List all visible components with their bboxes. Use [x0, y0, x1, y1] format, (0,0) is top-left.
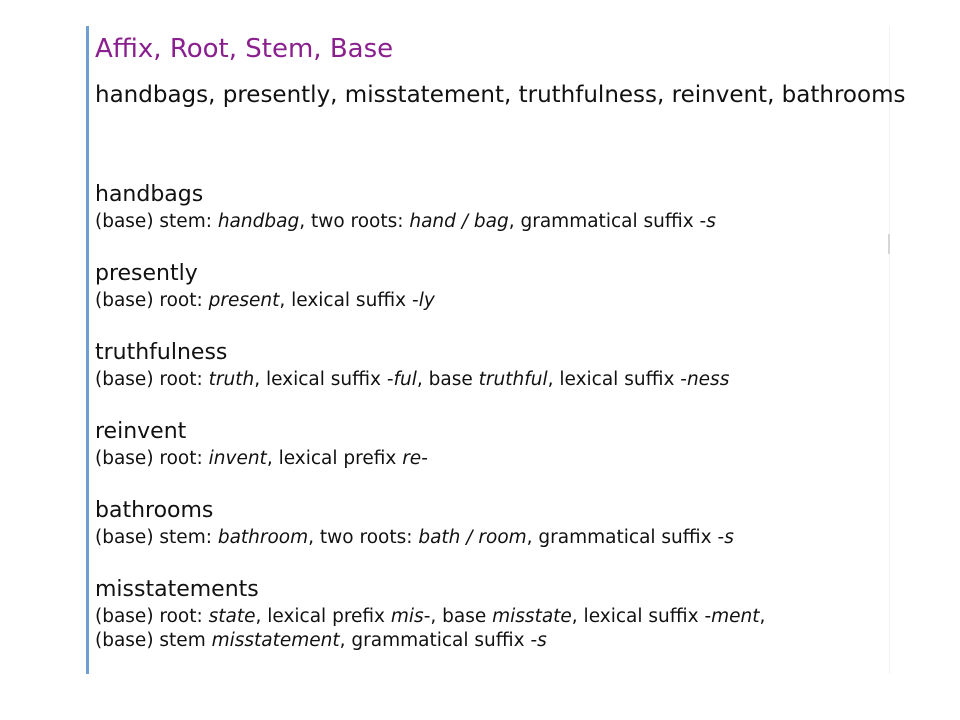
- analysis-text: , grammatical suffix -: [526, 527, 725, 548]
- analysis-text: -: [421, 448, 428, 469]
- analysis-line: [95, 289, 885, 313]
- analysis-text: (base) root:: [95, 448, 209, 469]
- analysis-text: , lexical suffix -: [254, 369, 394, 390]
- entry-reinvent: [95, 417, 885, 496]
- analysis-text: , grammatical suffix -: [508, 211, 707, 232]
- analysis-text: (base) root:: [95, 606, 209, 627]
- morpheme-italic: s: [537, 630, 547, 651]
- entry-analysis: [95, 605, 885, 653]
- entry-analysis: [95, 526, 885, 550]
- analysis-text: (base) stem:: [95, 211, 218, 232]
- entry-handbags: [95, 180, 885, 259]
- analysis-line: [95, 526, 885, 550]
- entry-word: truthfulness: [95, 340, 228, 365]
- morpheme-italic: mis: [390, 606, 424, 627]
- morpheme-italic: truthful: [478, 369, 548, 390]
- analysis-list: [95, 180, 885, 670]
- entry-analysis: [95, 289, 885, 313]
- morpheme-italic: state: [208, 606, 256, 627]
- morpheme-italic: bathroom: [217, 527, 309, 548]
- morpheme-italic: s: [706, 211, 716, 232]
- analysis-line: [95, 447, 885, 471]
- entry-word: handbags: [95, 182, 204, 207]
- morpheme-italic: misstatement: [211, 630, 340, 651]
- analysis-text: , base: [416, 369, 479, 390]
- morpheme-italic: ful: [393, 369, 417, 390]
- entry-analysis: [95, 210, 885, 234]
- morpheme-italic: truth: [208, 369, 255, 390]
- analysis-line: [95, 368, 885, 392]
- morpheme-italic: ly: [418, 290, 435, 311]
- analysis-text: , lexical suffix -: [571, 606, 712, 627]
- analysis-text: , grammatical suffix -: [339, 630, 538, 651]
- analysis-text: , lexical suffix -: [547, 369, 687, 390]
- analysis-text: , lexical suffix -: [279, 290, 419, 311]
- morpheme-italic: bath / room: [418, 527, 527, 548]
- analysis-line: [95, 210, 885, 234]
- morpheme-italic: hand / bag: [409, 211, 509, 232]
- analysis-text: , lexical prefix: [266, 448, 403, 469]
- morpheme-italic: ment: [711, 606, 760, 627]
- entry-analysis: [95, 368, 885, 392]
- entry-truthfulness: [95, 338, 885, 417]
- analysis-text: (base) root:: [95, 290, 209, 311]
- analysis-text: (base) stem:: [95, 527, 218, 548]
- morpheme-italic: invent: [208, 448, 267, 469]
- morpheme-italic: s: [724, 527, 734, 548]
- entry-word: misstatements: [95, 577, 259, 602]
- analysis-line: [95, 605, 885, 629]
- entry-word: reinvent: [95, 419, 187, 444]
- word-list: handbags, presently, misstatement, truthfulness, reinvent, bathrooms: [95, 82, 906, 108]
- analysis-text: (base) root:: [95, 369, 209, 390]
- analysis-text: (base) stem: [95, 630, 212, 651]
- morpheme-italic: re: [402, 448, 422, 469]
- analysis-text: -, base: [423, 606, 493, 627]
- entry-word: presently: [95, 261, 198, 286]
- morpheme-italic: ness: [686, 369, 730, 390]
- scrollbar-tick: [888, 234, 890, 254]
- morpheme-italic: misstate: [492, 606, 572, 627]
- entry-analysis: [95, 447, 885, 471]
- analysis-text: , lexical prefix: [255, 606, 391, 627]
- entry-word: bathrooms: [95, 498, 214, 523]
- analysis-line: [95, 629, 885, 653]
- morpheme-italic: present: [208, 290, 280, 311]
- analysis-text: ,: [759, 606, 766, 627]
- entry-misstatements: [95, 575, 885, 670]
- morpheme-italic: handbag: [217, 211, 300, 232]
- entry-presently: [95, 259, 885, 338]
- page-title: Affix, Root, Stem, Base: [95, 34, 394, 64]
- analysis-text: , two roots:: [308, 527, 419, 548]
- analysis-text: , two roots:: [299, 211, 410, 232]
- entry-bathrooms: [95, 496, 885, 575]
